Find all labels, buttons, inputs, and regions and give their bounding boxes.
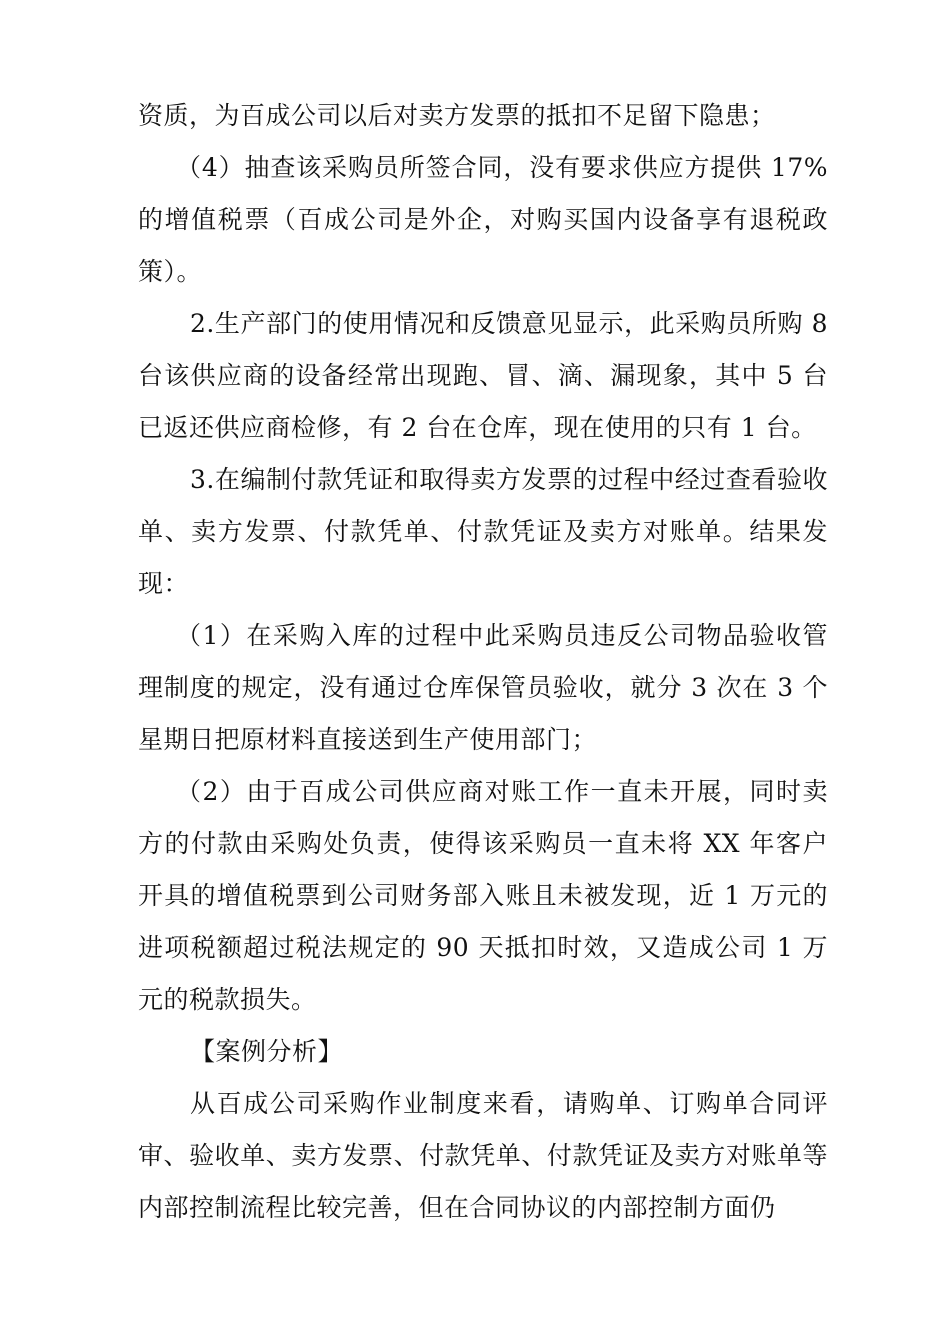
paragraph-qualification-note: 资质，为百成公司以后对卖方发票的抵扣不足留下隐患； [138,101,776,130]
section-heading-case-analysis: 【案例分析】 [190,1037,344,1066]
paragraph-2-production-feedback: 2.生产部门的使用情况和反馈意见显示，此采购员所购 8 台该供应商的设备经常出现跑、冒、滴、漏现象，其中 5 台已返还供应商检修，有 2 台在仓库，现在使用的只有 1 台。 [138,309,828,442]
document-body [138,90,828,1234]
paragraph-case-analysis: 从百成公司采购作业制度来看，请购单、订购单合同评审、验收单、卖方发票、付款凭单、付款凭证及卖方对账单等内部控制流程比较完善，但在合同协议的内部控制方面仍 [138,1089,828,1222]
paragraph-item-4-contract-check: （4）抽查该采购员所签合同，没有要求供应方提供 17%的增值税票（百成公司是外企，对购买国内设备享有退税政策）。 [138,153,828,286]
paragraph-item-2-reconciliation: （2）由于百成公司供应商对账工作一直未开展，同时卖方的付款由采购处负责，使得该采购员一直未将 XX 年客户开具的增值税票到公司财务部入账且未被发现，近 1 万元的进项税额超过税法规定的 90 天抵扣时效，又造成公司 1 万元的税款损失。 [138,777,828,1014]
paragraph-item-1-receiving: （1）在采购入库的过程中此采购员违反公司物品验收管理制度的规定，没有通过仓库保管员验收，就分 3 次在 3 个星期日把原材料直接送到生产使用部门； [138,621,828,754]
paragraph-3-payment-review: 3.在编制付款凭证和取得卖方发票的过程中经过查看验收单、卖方发票、付款凭单、付款凭证及卖方对账单。结果发现： [138,465,828,598]
